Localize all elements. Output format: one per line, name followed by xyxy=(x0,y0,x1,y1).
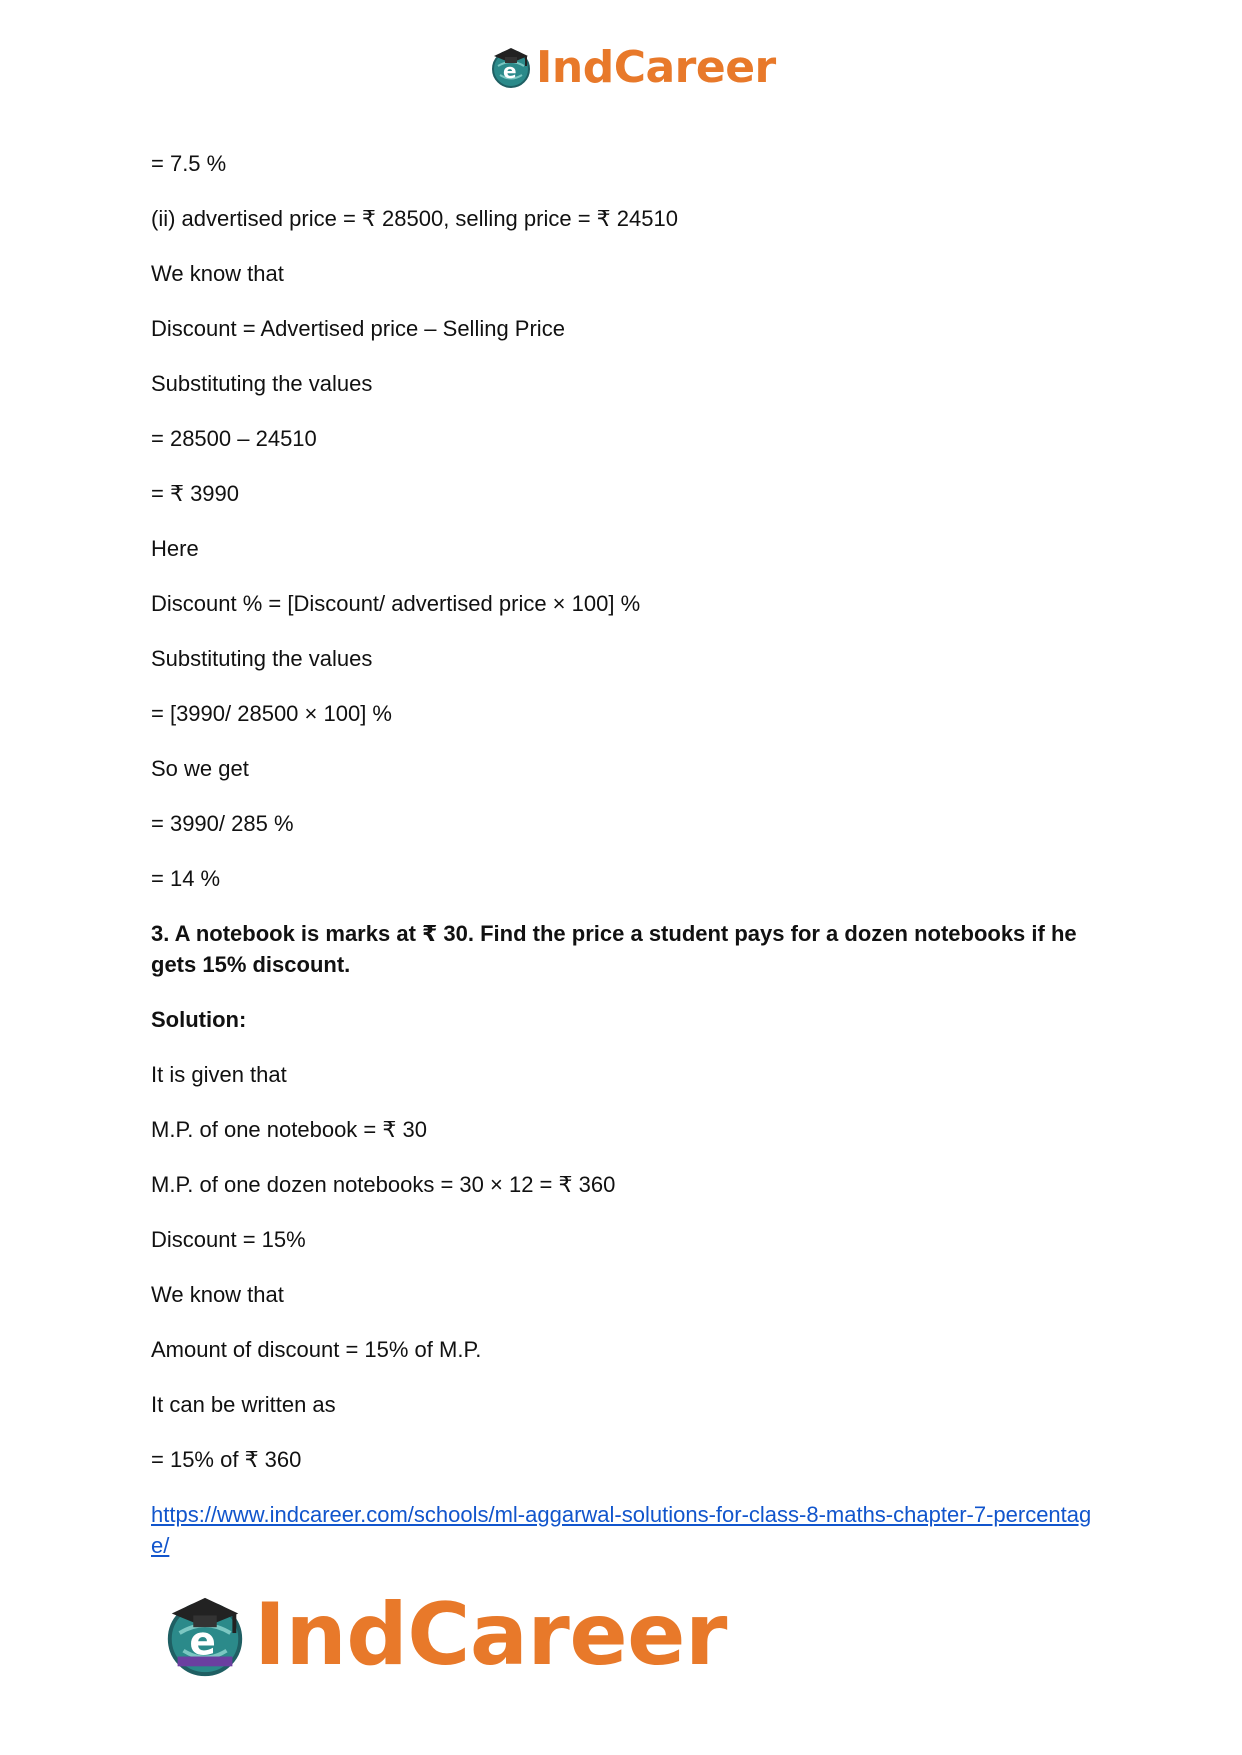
text-line: = 3990/ 285 % xyxy=(151,811,294,836)
svg-text:e: e xyxy=(503,59,517,83)
text-line: = 7.5 % xyxy=(151,151,227,176)
text-line: Substituting the values xyxy=(151,371,373,396)
text-line: = 28500 – 24510 xyxy=(151,426,317,451)
text-line: Discount % = [Discount/ advertised price × 100] % xyxy=(151,591,641,616)
text-line: Discount = 15% xyxy=(151,1227,306,1252)
header-logo xyxy=(488,42,776,92)
text-line: Substituting the values xyxy=(151,646,373,671)
document-body xyxy=(151,148,1101,1561)
text-line: = [3990/ 28500 × 100] % xyxy=(151,701,392,726)
question-3: 3. A notebook is marks at ₹ 30. Find the price a student pays for a dozen notebooks if he gets 15% discount. xyxy=(151,921,1077,977)
graduation-globe-icon xyxy=(488,44,534,90)
text-line: (ii) advertised price = ₹ 28500, selling price = ₹ 24510 xyxy=(151,206,678,231)
solution-label: Solution: xyxy=(151,1007,247,1032)
text-line: = 14 % xyxy=(151,866,221,891)
footer-logo xyxy=(160,1585,727,1685)
text-line: M.P. of one notebook = ₹ 30 xyxy=(151,1117,427,1142)
text-line: Here xyxy=(151,536,199,561)
text-line: M.P. of one dozen notebooks = 30 × 12 = ₹ 360 xyxy=(151,1172,616,1197)
text-line: We know that xyxy=(151,261,284,286)
svg-text:e: e xyxy=(189,1619,216,1665)
source-link[interactable]: https://www.indcareer.com/schools/ml-aggarwal-solutions-for-class-8-maths-chapter-7-percentage/ xyxy=(151,1502,1092,1558)
solution-steps-part1 xyxy=(151,148,1101,894)
text-line: So we get xyxy=(151,756,249,781)
text-line: It can be written as xyxy=(151,1392,336,1417)
text-line: It is given that xyxy=(151,1062,287,1087)
solution-steps-part2 xyxy=(151,1059,1101,1475)
text-line: We know that xyxy=(151,1282,284,1307)
logo-wordmark: IndCareer xyxy=(536,41,776,93)
logo-wordmark: IndCareer xyxy=(254,1585,727,1685)
text-line: Discount = Advertised price – Selling Price xyxy=(151,316,565,341)
text-line: Amount of discount = 15% of M.P. xyxy=(151,1337,482,1362)
text-line: = ₹ 3990 xyxy=(151,481,240,506)
graduation-globe-icon xyxy=(160,1590,250,1680)
text-line: = 15% of ₹ 360 xyxy=(151,1447,302,1472)
